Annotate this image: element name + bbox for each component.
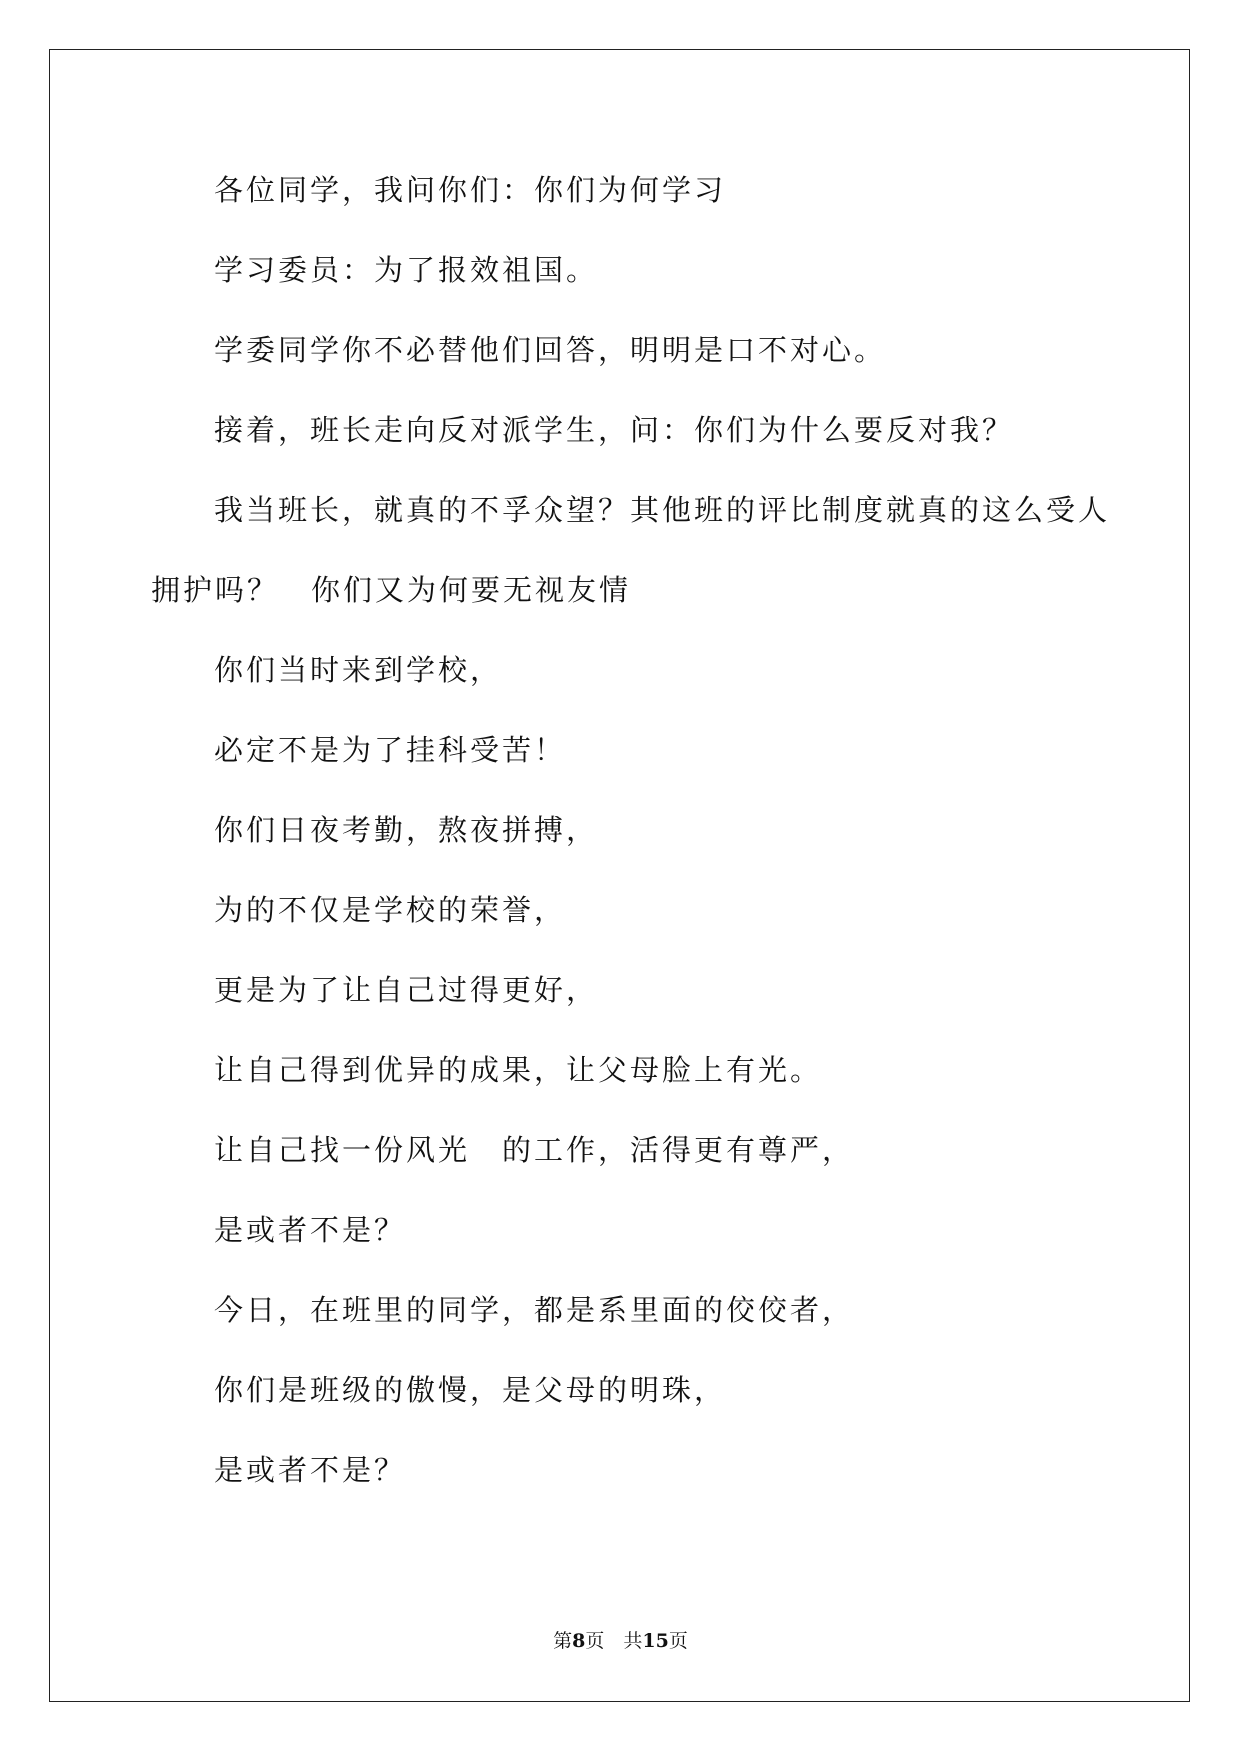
total-pages-number: 15 [642, 1630, 669, 1652]
text-line: 是或者不是？ [214, 1213, 407, 1247]
footer-middle: 页 共 [585, 1630, 643, 1652]
text-line: 更是为了让自己过得更好， [214, 973, 599, 1007]
text-line: 今日，在班里的同学，都是系里面的佼佼者， [214, 1293, 855, 1327]
footer-prefix: 第 [553, 1630, 573, 1652]
text-line: 拥护吗？ 你们又为何要无视友情 [151, 573, 632, 607]
text-line: 学委同学你不必替他们回答，明明是口不对心。 [214, 333, 887, 367]
text-line: 我当班长，就真的不孚众望？其他班的评比制度就真的这么受人 [214, 493, 1111, 527]
text-line: 是或者不是？ [214, 1453, 407, 1487]
text-line: 让自己得到优异的成果，让父母脸上有光。 [214, 1053, 823, 1087]
text-line: 必定不是为了挂科受苦！ [214, 733, 567, 767]
footer-suffix: 页 [668, 1630, 688, 1652]
current-page-number: 8 [572, 1630, 586, 1652]
text-line: 学习委员：为了报效祖国。 [214, 253, 599, 287]
text-line: 各位同学，我问你们：你们为何学习 [214, 173, 727, 207]
text-line: 你们日夜考勤，熬夜拼搏， [214, 813, 599, 847]
page-footer [0, 1628, 1241, 1654]
text-line: 接着，班长走向反对派学生，问：你们为什么要反对我？ [214, 413, 1015, 447]
text-line: 你们是班级的傲慢，是父母的明珠， [214, 1373, 727, 1407]
text-line: 让自己找一份风光 的工作，活得更有尊严， [214, 1133, 855, 1167]
text-line: 你们当时来到学校， [214, 653, 503, 687]
text-line: 为的不仅是学校的荣誉， [214, 893, 567, 927]
